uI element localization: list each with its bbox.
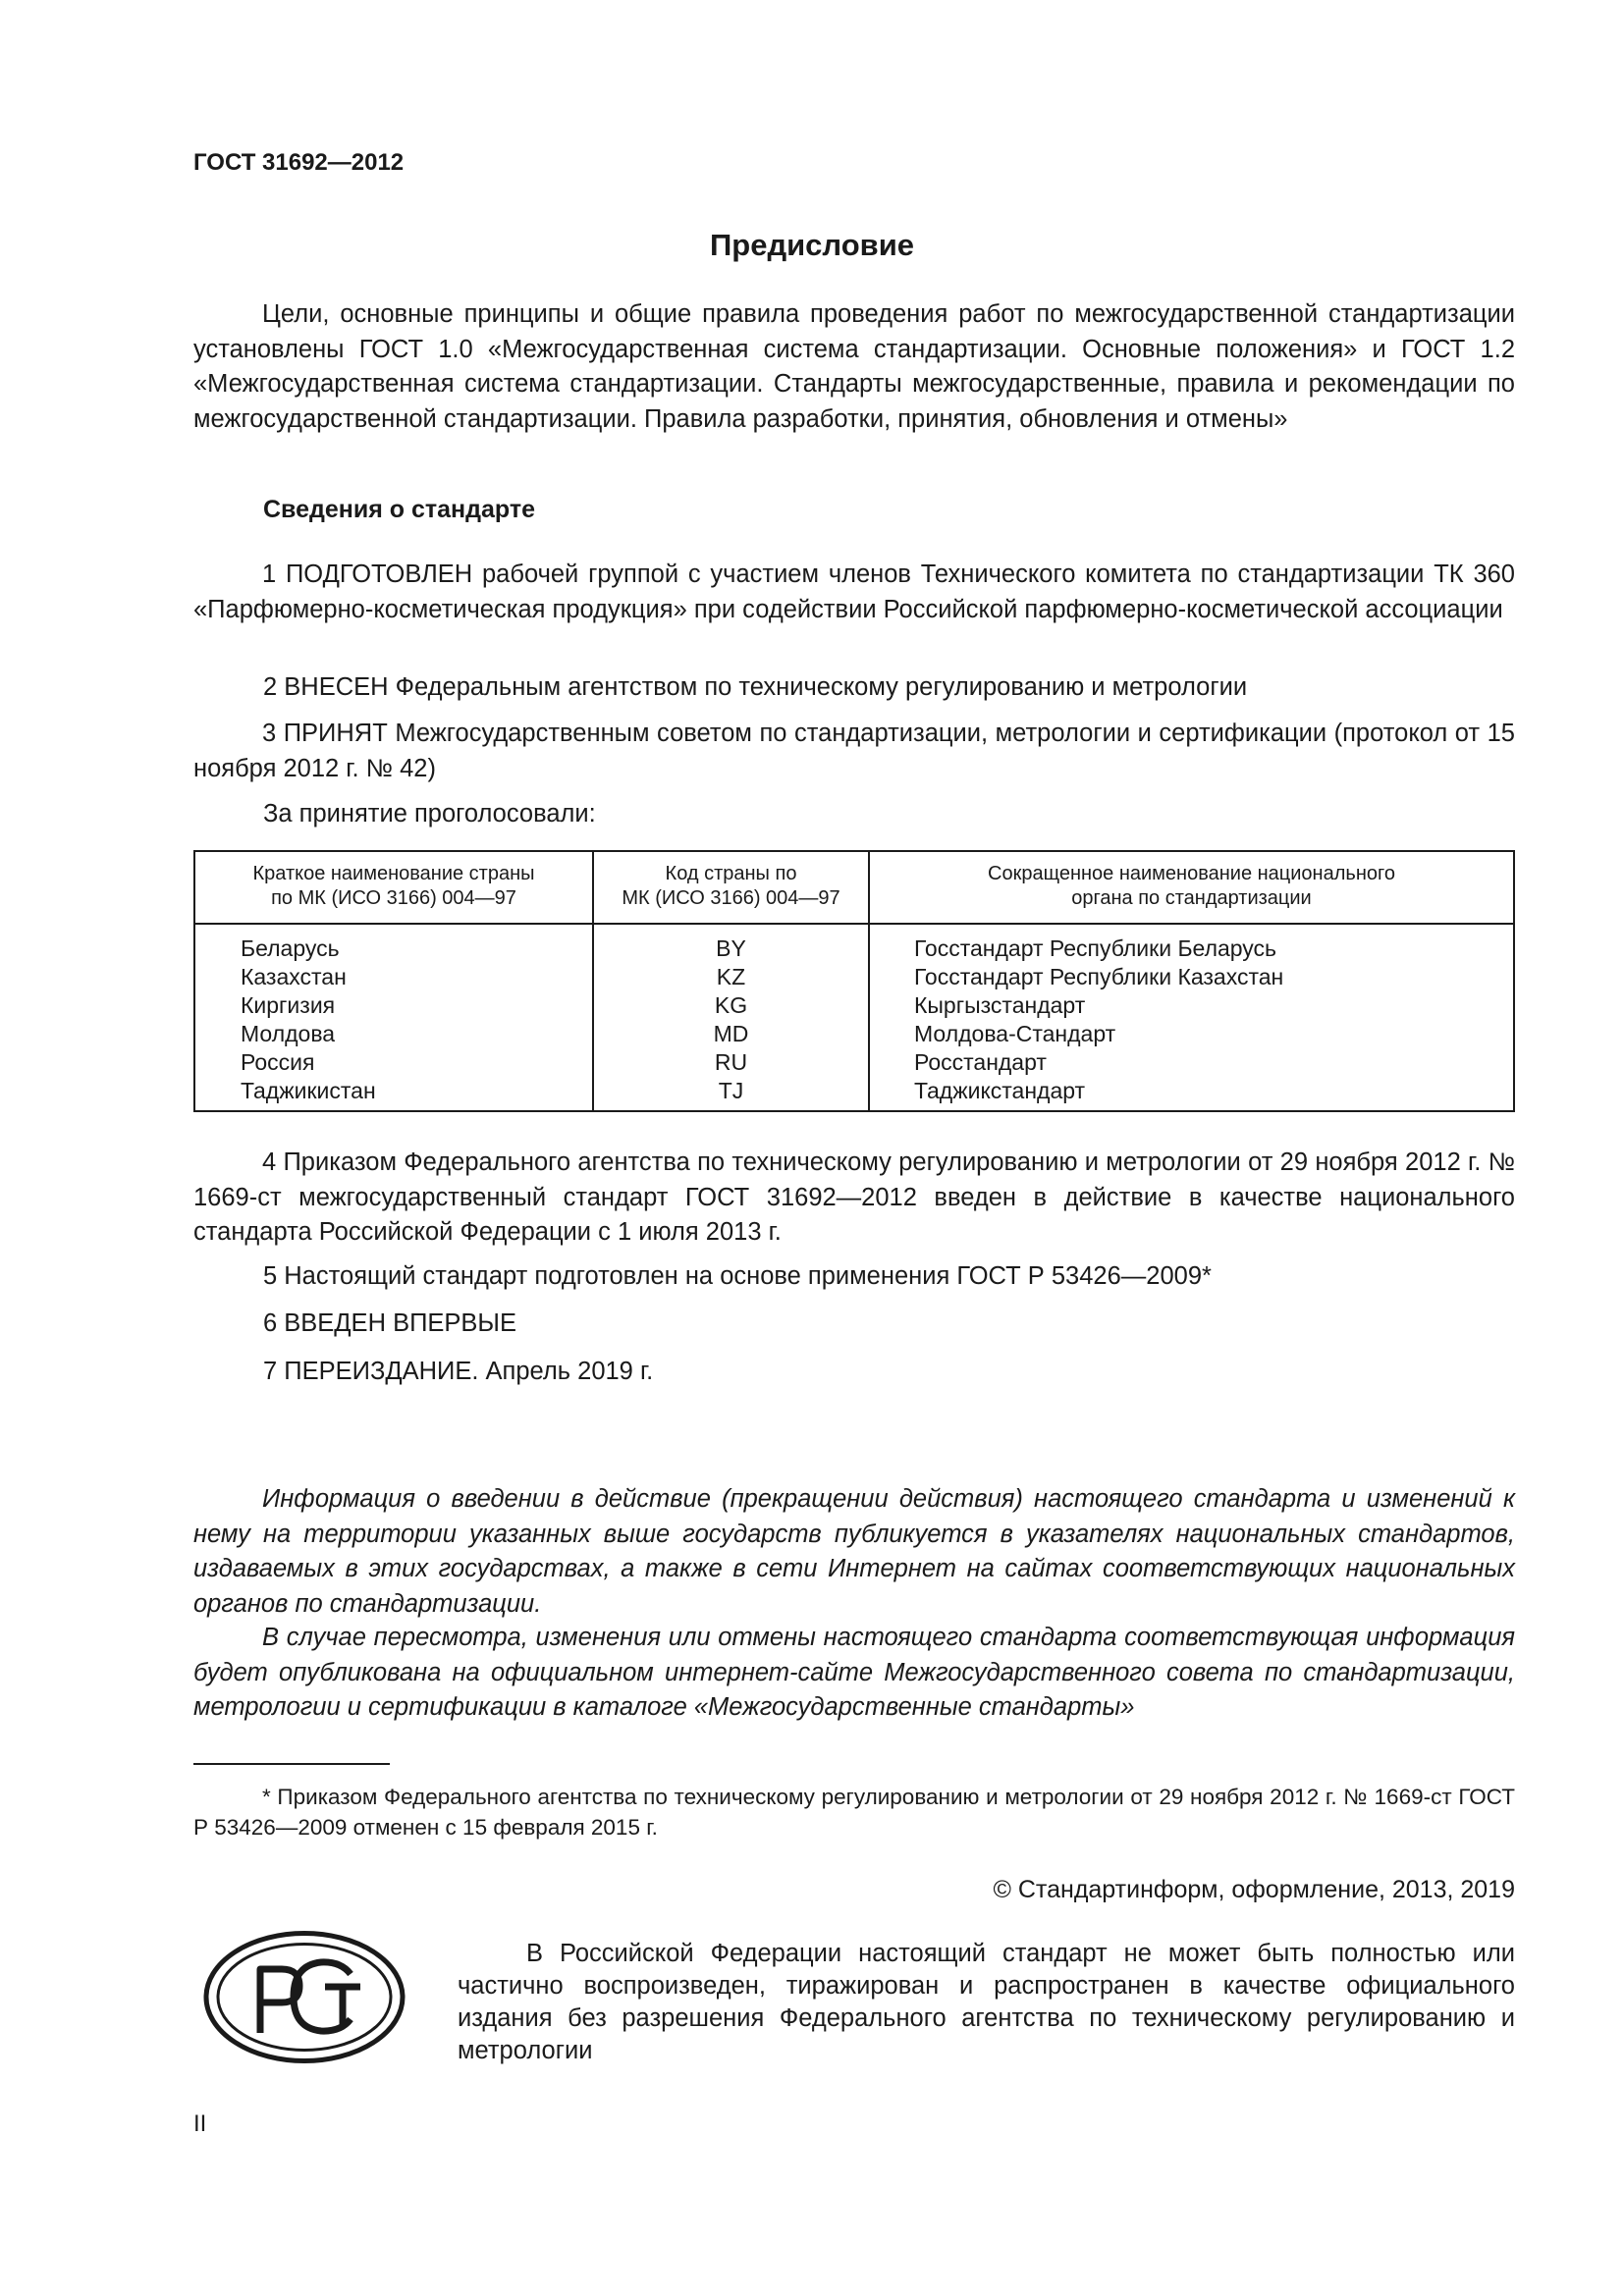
item-1: 1 ПОДГОТОВЛЕН рабочей группой с участием членов Технического комитета по стандартизации ТК 360 «Парфюмерно-косметическая продукция» при содействии Российской парфюмерно-косметической ассоциации — [193, 561, 1515, 623]
header-country: Краткое наименование страны по МК (ИСО 3166) 004—97 — [252, 863, 535, 909]
table-cell: Россия — [241, 1049, 315, 1075]
table-cell: KG — [714, 992, 748, 1018]
table-cell: Госстандарт Республики Беларусь — [914, 935, 1277, 961]
table-cell: KZ — [716, 964, 746, 989]
table-cell: Росстандарт — [914, 1049, 1047, 1075]
table-cell: BY — [716, 935, 746, 961]
table-cell: Киргизия — [241, 992, 336, 1018]
copyright-notice: В Российской Федерации настоящий стандарт не может быть полностью или частично воспроизведен, тиражирован и распространен в качестве официального издания без разрешения Федерального агентства по техническому регулированию и метрологии — [458, 1940, 1515, 2064]
footnote-divider — [193, 1763, 390, 1765]
voting-table — [193, 850, 1515, 1112]
copyright: © Стандартинформ, оформление, 2013, 2019 — [993, 1876, 1515, 1903]
footnote: * Приказом Федерального агентства по техническому регулированию и метрологии от 29 ноября 2012 г. № 1669-ст ГОСТ Р 53426—2009 отменен с 15 февраля 2015 г. — [193, 1785, 1515, 1840]
table-cell: Госстандарт Республики Казахстан — [914, 964, 1284, 989]
table-cell: Таджикстандарт — [914, 1078, 1086, 1103]
document-code: ГОСТ 31692—2012 — [193, 149, 405, 176]
item-2: 2 ВНЕСЕН Федеральным агентством по техническому регулированию и метрологии — [263, 673, 1248, 701]
item-7: 7 ПЕРЕИЗДАНИЕ. Апрель 2019 г. — [263, 1358, 654, 1385]
page-title: Предисловие — [709, 228, 914, 262]
table-cell: Казахстан — [241, 964, 347, 989]
code-column — [594, 934, 868, 1105]
item-6: 6 ВВЕДЕН ВПЕРВЫЕ — [263, 1309, 517, 1337]
header-code: Код страны по МК (ИСО 3166) 004—97 — [622, 863, 840, 909]
item-3: 3 ПРИНЯТ Межгосударственным советом по стандартизации, метрологии и сертификации (протокол от 15 ноября 2012 г. № 42) — [193, 720, 1515, 782]
table-cell: RU — [714, 1049, 748, 1075]
body-column — [914, 934, 1283, 1105]
table-cell: Кыргызстандарт — [914, 992, 1086, 1018]
voted-label: За принятие проголосовали: — [263, 800, 596, 828]
table-header-rule — [195, 923, 1513, 925]
country-column — [241, 934, 376, 1105]
table-cell: MD — [713, 1021, 749, 1046]
item-4: 4 Приказом Федерального агентства по техническому регулированию и метрологии от 29 ноября 2012 г. № 1669-ст межгосударственный стандарт ГОСТ 31692—2012 введен в действие в качестве национального стандарта Российской Федерации с 1 июля 2013 г. — [193, 1148, 1515, 1246]
info-italic-2: В случае пересмотра, изменения или отмены настоящего стандарта соответствующая информация будет опубликована на официальном интернет-сайте Межгосударственного совета по стандартизации, метрологии и сертификации в каталоге «Межгосударственные стандарты» — [193, 1624, 1515, 1721]
header-body: Сокращенное наименование национального органа по стандартизации — [988, 863, 1395, 909]
intro-paragraph: Цели, основные принципы и общие правила проведения работ по межгосударственной стандартизации установлены ГОСТ 1.0 «Межгосударственная система стандартизации. Основные положения» и ГОСТ 1.2 «Межгосударственная система стандартизации. Стандарты межгосударственные, правила и рекомендации по межгосударственной стандартизации. Правила разработки, принятия, обновления и отмены» — [193, 300, 1515, 433]
page-number: II — [193, 2110, 207, 2137]
table-cell: Молдова — [241, 1021, 336, 1046]
table-cell: TJ — [718, 1078, 744, 1103]
table-cell: Молдова-Стандарт — [914, 1021, 1116, 1046]
info-heading: Сведения о стандарте — [263, 496, 536, 523]
table-cell: Таджикистан — [241, 1078, 376, 1103]
info-italic-1: Информация о введении в действие (прекращении действия) настоящего стандарта и изменений к нему на территории указанных выше государств публикуется в указателях национальных стандартов, издаваемых в этих государствах, а также в сети Интернет на сайтах соответствующих национальных органов по стандартизации. — [193, 1485, 1515, 1618]
item-5: 5 Настоящий стандарт подготовлен на основе применения ГОСТ Р 53426—2009* — [263, 1262, 1212, 1290]
pct-certification-mark-icon — [203, 1930, 406, 2064]
table-cell: Беларусь — [241, 935, 340, 961]
